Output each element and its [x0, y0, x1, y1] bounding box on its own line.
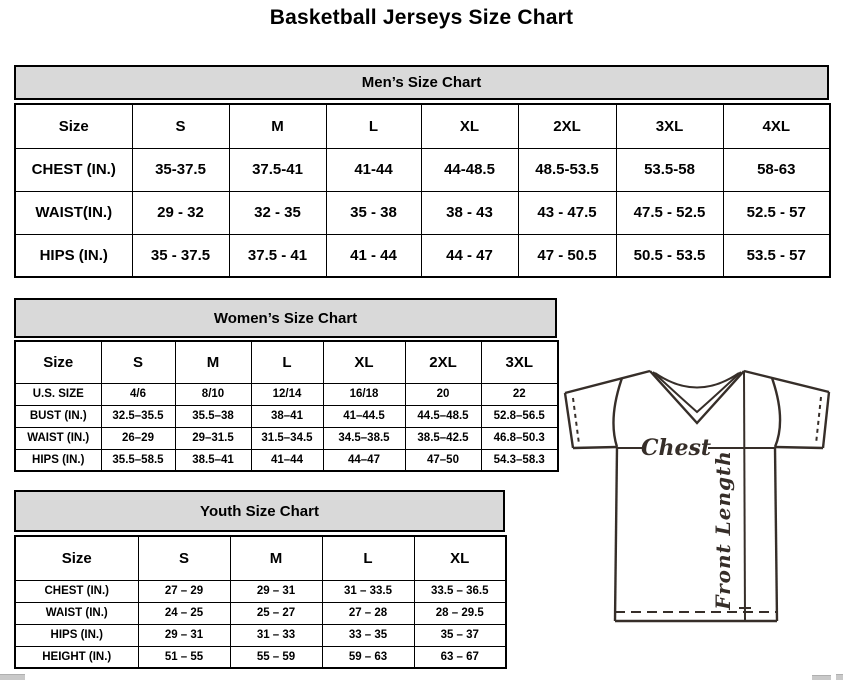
table-cell: 37.5-41: [229, 148, 326, 191]
table-cell: 48.5-53.5: [518, 148, 616, 191]
table-cell: 59 – 63: [322, 646, 414, 668]
table-cell: 47 - 50.5: [518, 234, 616, 277]
cutoff-fragment-corner: [836, 674, 843, 680]
table-cell: 58-63: [723, 148, 830, 191]
column-header: 3XL: [616, 104, 723, 148]
table-row: [15, 580, 506, 602]
jersey-right-cuff-dashed-line: [816, 397, 821, 444]
table-cell: 52.8–56.5: [481, 405, 558, 427]
table-cell: 44 - 47: [421, 234, 518, 277]
column-header: M: [229, 104, 326, 148]
jersey-left-armhole-curve: [614, 378, 622, 447]
table-cell: 32.5–35.5: [101, 405, 175, 427]
column-header: S: [101, 341, 175, 383]
column-header: 2XL: [405, 341, 481, 383]
table-cell: 44-48.5: [421, 148, 518, 191]
column-header: L: [322, 536, 414, 580]
table-cell: 52.5 - 57: [723, 191, 830, 234]
table-cell: 26–29: [101, 427, 175, 449]
jersey-right-shoulder-line: [744, 371, 829, 392]
row-label: HIPS (IN.): [15, 449, 101, 471]
row-label: HIPS (IN.): [15, 624, 138, 646]
table-cell: 38 - 43: [421, 191, 518, 234]
row-label: BUST (IN.): [15, 405, 101, 427]
row-label: U.S. SIZE: [15, 383, 101, 405]
table-cell: 31 – 33: [230, 624, 322, 646]
table-row: [15, 148, 830, 191]
jersey-left-cuff-dashed-line: [573, 398, 579, 444]
table-cell: 27 – 28: [322, 602, 414, 624]
column-header: 4XL: [723, 104, 830, 148]
table-cell: 35 - 38: [326, 191, 421, 234]
row-label: WAIST (IN.): [15, 427, 101, 449]
table-header-row: [15, 104, 830, 148]
youth-size-table: [14, 535, 507, 669]
row-label: CHEST (IN.): [15, 148, 132, 191]
table-cell: 35.5–38: [175, 405, 251, 427]
table-cell: 41–44: [251, 449, 323, 471]
table-cell: 29 – 31: [230, 580, 322, 602]
table-cell: 33.5 – 36.5: [414, 580, 506, 602]
table-cell: 29–31.5: [175, 427, 251, 449]
table-cell: 31 – 33.5: [322, 580, 414, 602]
table-cell: 25 – 27: [230, 602, 322, 624]
table-cell: 12/14: [251, 383, 323, 405]
column-header: Size: [15, 104, 132, 148]
cutoff-fragment-left: [0, 674, 25, 680]
column-header: M: [175, 341, 251, 383]
table-cell: 16/18: [323, 383, 405, 405]
table-header-row: [15, 536, 506, 580]
table-row: [15, 449, 558, 471]
table-row: [15, 405, 558, 427]
table-cell: 44–47: [323, 449, 405, 471]
table-cell: 38.5–41: [175, 449, 251, 471]
jersey-right-armhole-curve: [772, 378, 780, 447]
womens-size-chart-section: [14, 298, 559, 472]
jersey-right-cuff-edge: [823, 392, 829, 448]
table-cell: 41 - 44: [326, 234, 421, 277]
column-header: Size: [15, 341, 101, 383]
table-cell: 55 – 59: [230, 646, 322, 668]
page-title: Basketball Jerseys Size Chart: [269, 6, 574, 29]
table-row: [15, 646, 506, 668]
table-cell: 43 - 47.5: [518, 191, 616, 234]
table-cell: 32 - 35: [229, 191, 326, 234]
row-label: WAIST (IN.): [15, 602, 138, 624]
table-cell: 24 – 25: [138, 602, 230, 624]
jersey-right-sleeve-bottom: [775, 447, 823, 448]
table-cell: 35.5–58.5: [101, 449, 175, 471]
table-cell: 41–44.5: [323, 405, 405, 427]
jersey-left-side-seam: [615, 447, 617, 621]
table-cell: 53.5-58: [616, 148, 723, 191]
column-header: L: [251, 341, 323, 383]
table-row: [15, 191, 830, 234]
table-cell: 28 – 29.5: [414, 602, 506, 624]
table-cell: 38.5–42.5: [405, 427, 481, 449]
table-cell: 29 - 32: [132, 191, 229, 234]
youth-size-chart-section: [14, 490, 507, 669]
jersey-collar-inner-curve: [653, 372, 741, 412]
table-cell: 35-37.5: [132, 148, 229, 191]
front-length-measure-line: [744, 372, 745, 621]
jersey-measurement-diagram: [558, 362, 840, 625]
table-cell: 47–50: [405, 449, 481, 471]
table-row: [15, 234, 830, 277]
mens-chart-title: Men’s Size Chart: [14, 65, 829, 100]
column-header: S: [138, 536, 230, 580]
mens-size-chart-section: [14, 65, 831, 278]
front-length-label: Front Length: [711, 450, 735, 610]
table-cell: 27 – 29: [138, 580, 230, 602]
column-header: L: [326, 104, 421, 148]
row-label: HIPS (IN.): [15, 234, 132, 277]
jersey-right-side-seam: [775, 447, 777, 621]
row-label: HEIGHT (IN.): [15, 646, 138, 668]
row-label: CHEST (IN.): [15, 580, 138, 602]
table-cell: 29 – 31: [138, 624, 230, 646]
column-header: XL: [323, 341, 405, 383]
jersey-left-sleeve-bottom: [573, 447, 617, 448]
jersey-left-shoulder-line: [565, 371, 650, 393]
table-cell: 54.3–58.3: [481, 449, 558, 471]
table-cell: 47.5 - 52.5: [616, 191, 723, 234]
mens-size-table: [14, 103, 831, 278]
table-cell: 53.5 - 57: [723, 234, 830, 277]
jersey-left-cuff-edge: [565, 393, 573, 448]
table-header-row: [15, 341, 558, 383]
column-header: M: [230, 536, 322, 580]
table-cell: 41-44: [326, 148, 421, 191]
table-cell: 44.5–48.5: [405, 405, 481, 427]
table-row: [15, 602, 506, 624]
column-header: XL: [414, 536, 506, 580]
column-header: S: [132, 104, 229, 148]
table-cell: 31.5–34.5: [251, 427, 323, 449]
chest-label: Chest: [640, 435, 712, 461]
table-cell: 38–41: [251, 405, 323, 427]
youth-chart-title: Youth Size Chart: [14, 490, 505, 532]
womens-size-table: [14, 340, 559, 472]
table-cell: 20: [405, 383, 481, 405]
table-cell: 63 – 67: [414, 646, 506, 668]
column-header: Size: [15, 536, 138, 580]
table-cell: 51 – 55: [138, 646, 230, 668]
column-header: XL: [421, 104, 518, 148]
table-cell: 4/6: [101, 383, 175, 405]
table-cell: 35 – 37: [414, 624, 506, 646]
table-cell: 46.8–50.3: [481, 427, 558, 449]
row-label: WAIST(IN.): [15, 191, 132, 234]
table-cell: 8/10: [175, 383, 251, 405]
table-row: [15, 624, 506, 646]
column-header: 3XL: [481, 341, 558, 383]
womens-chart-title: Women’s Size Chart: [14, 298, 557, 338]
cutoff-fragment-right: [812, 675, 831, 680]
table-cell: 35 - 37.5: [132, 234, 229, 277]
table-row: [15, 427, 558, 449]
column-header: 2XL: [518, 104, 616, 148]
table-cell: 33 – 35: [322, 624, 414, 646]
table-cell: 22: [481, 383, 558, 405]
table-cell: 50.5 - 53.5: [616, 234, 723, 277]
table-row: [15, 383, 558, 405]
table-cell: 37.5 - 41: [229, 234, 326, 277]
table-cell: 34.5–38.5: [323, 427, 405, 449]
